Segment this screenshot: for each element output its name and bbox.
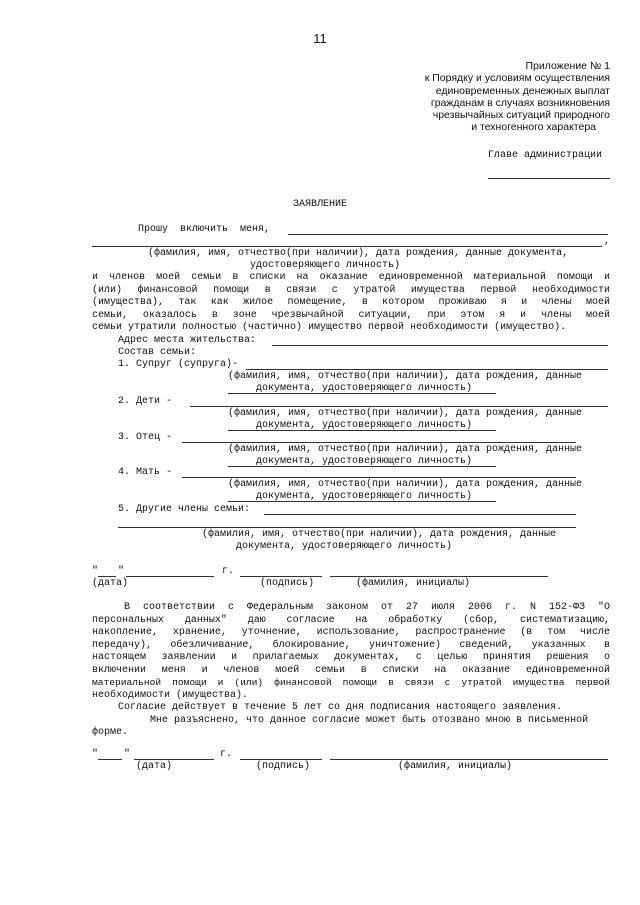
request-text-line: (имущества), так как жилое помещение, в котором проживаю я и члены моей [92,297,610,308]
document-title: ЗАЯВЛЕНИЕ [292,199,347,210]
applicant-caption: (фамилия, имя, отчество(при наличии), дата рождения, данные документа, [148,248,569,259]
applicant-name-line-2[interactable] [92,246,602,247]
other-members-caption: (фамилия, имя, отчество(при наличии), дата рождения, данные [202,529,557,540]
date-day-line[interactable] [98,576,116,577]
year-label: г. [222,566,235,577]
mother-line-2[interactable] [228,501,496,502]
children-line-2[interactable] [228,430,496,431]
date-quote-open: " [92,749,99,760]
consent-revoke: Мне разъяснено, что данное согласие может быть отозвано мною в письменной [150,714,589,726]
father-line[interactable] [182,442,576,443]
date-quote-close: " [118,566,125,577]
consent-revoke: форме. [92,727,129,738]
residence-line[interactable] [272,345,608,346]
other-members-line-2[interactable] [118,527,576,528]
member-caption: документа, удостоверяющего личность) [256,491,473,502]
appendix-line: к Порядку и условиям осуществления [424,72,610,85]
name-caption: (фамилия, инициалы) [356,578,471,589]
appendix-line: чрезвычайных ситуаций природного [432,109,610,122]
date-quote-open: " [92,566,99,577]
member-caption: документа, удостоверяющего личность) [256,456,473,467]
addressee-signature-line[interactable] [488,178,610,179]
appendix-line: единовременных денежных выплат [435,84,610,97]
family-label: Состав семьи: [118,347,197,358]
spouse-line[interactable] [246,369,608,370]
applicant-caption: удостоверяющего личность) [250,260,401,271]
consent-text-line: материальной помощи и (или) финансовой помощи в связи с утратой имущества первой [92,677,610,688]
comma: , [604,236,611,247]
appendix-block [425,60,610,134]
name-initials-line[interactable] [330,576,548,577]
request-intro: Прошу включить меня, [138,224,271,235]
appendix-line: гражданам в случаях возникновения [430,96,610,109]
member-caption: (фамилия, имя, отчество(при наличии), дата рождения, данные [228,479,583,490]
other-members-line-1[interactable] [264,514,576,515]
family-member-label: 1. Супруг (супруга)- [118,359,239,370]
family-member-label: 3. Отец - [118,432,173,443]
request-text-line: семьи утратили полностью (частично) имущество первой необходимости (имущество). [92,322,567,333]
other-members-label: 5. Другие члены семьи: [118,504,251,515]
request-text-line: (или) финансовой помощи в связи с утратой имущества первой необходимости [92,284,610,296]
consent-text-line: необходимости (имущества). [92,689,249,701]
addressee: Главе администрации [488,150,603,161]
name-caption: (фамилия, инициалы) [398,761,513,772]
signature-line-2[interactable] [240,759,322,760]
consent-text-line: передачу), обезличивание, блокирование, уничтожение) сведений, указанных в [92,639,610,651]
spouse-line-2[interactable] [228,393,496,394]
consent-text-line: настоящем заявлении и прилагаемых документах, с целью принятия решения о [92,652,610,663]
signature-caption: (подпись) [256,761,311,772]
appendix-line: и техногенного характера [471,121,596,134]
date-quote-close: " [124,749,131,760]
children-line[interactable] [190,406,608,407]
consent-text-line: включении меня и членов моей семьи в списки на оказание единовременной [92,664,610,676]
member-caption: (фамилия, имя, отчество(при наличии), дата рождения, данные [228,444,583,455]
date-day-line-2[interactable] [98,759,122,760]
consent-validity: Согласие действует в течение 5 лет со дня подписания настоящего заявления. [118,702,563,713]
date-month-line-2[interactable] [134,759,214,760]
residence-label: Адрес места жительства: [118,335,257,346]
father-line-2[interactable] [228,466,496,467]
member-caption: документа, удостоверяющего личность) [256,383,473,394]
signature-line[interactable] [240,576,322,577]
signature-caption: (подпись) [260,578,315,589]
request-text-line: семьи, оказалось в зоне чрезвычайной ситуации, при этом я и члены моей [92,309,610,321]
other-members-caption: документа, удостоверяющего личность) [236,541,453,552]
consent-text-line: В соответствии с Федеральным законом от 27 июля 2006 г. N 152-ФЗ "О [124,602,610,613]
date-month-line[interactable] [126,576,214,577]
date-caption: (дата) [92,578,129,589]
appendix-title: Приложение № 1 [525,60,610,72]
applicant-name-line-1[interactable] [288,234,608,235]
name-initials-line-2[interactable] [330,759,608,760]
family-member-label: 2. Дети - [118,396,173,407]
mother-line[interactable] [182,477,576,478]
request-text-line: и членов моей семьи в списки на оказание единовременной материальной помощи и [92,272,610,283]
member-caption: (фамилия, имя, отчество(при наличии), дата рождения, данные [228,371,583,382]
member-caption: (фамилия, имя, отчество(при наличии), дата рождения, данные [228,408,583,419]
consent-text-line: накопление, хранение, уточнение, использование, распространение (в том числе [92,627,610,638]
year-label: г. [220,749,233,760]
member-caption: документа, удостоверяющего личность) [256,420,473,431]
date-caption: (дата) [136,761,173,772]
family-member-label: 4. Мать - [118,467,173,478]
consent-text-line: персональных данных" даю согласие на обработку (сбор, систематизацию, [92,614,610,626]
page-number: 11 [313,31,327,46]
